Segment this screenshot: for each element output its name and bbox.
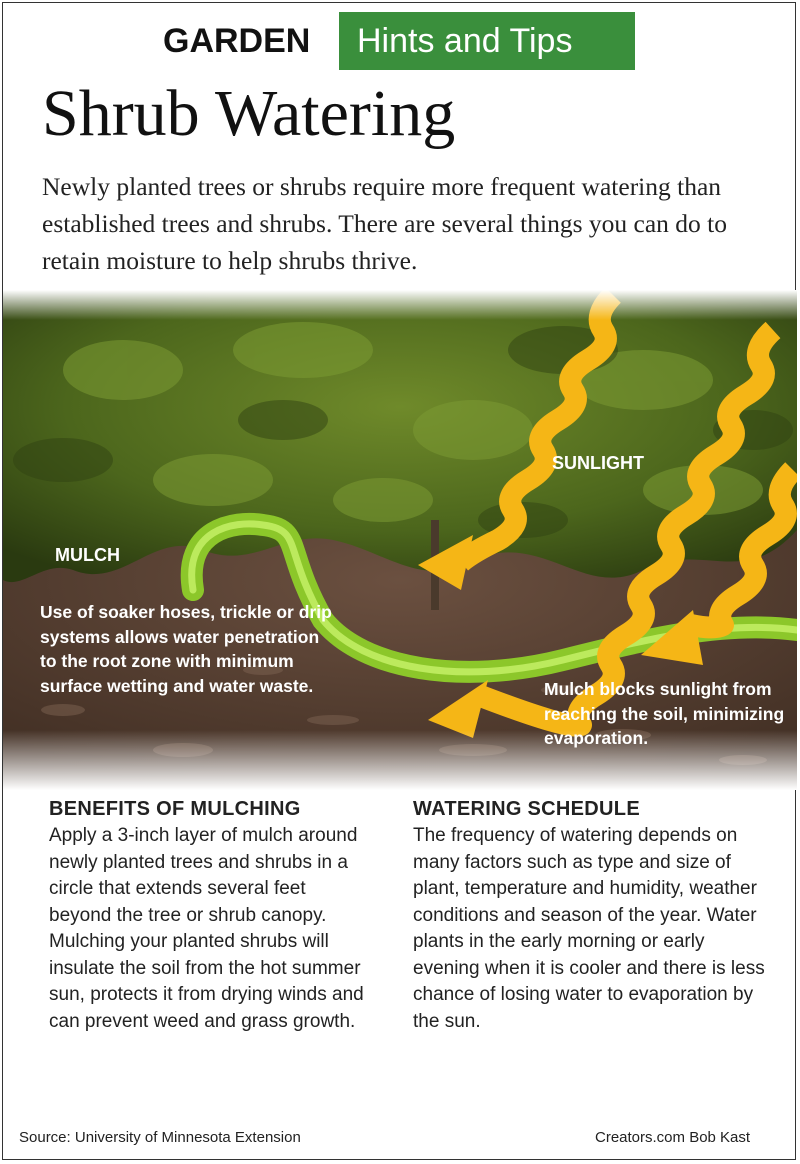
schedule-section <box>413 798 773 1035</box>
hose-caption: Use of soaker hoses, trickle or drip systems allows water penetration to the root zone with minimum surface wetting and water waste. <box>40 602 332 696</box>
mulch-label: MULCH <box>55 545 120 565</box>
artist-credit: Creators.com Bob Kast <box>595 1129 751 1146</box>
section-label: GARDEN <box>163 22 311 60</box>
schedule-heading: WATERING SCHEDULE <box>413 798 640 820</box>
banner <box>339 12 635 70</box>
benefits-paragraph-2: Mulching your planted shrubs will insulate the soil from the hot summer sun, protects it from drying winds and can prevent weed and grass growth. <box>49 931 364 1032</box>
intro-paragraph: Newly planted trees or shrubs require more frequent watering than established trees and shrubs. There are several things you can do to retain moisture to help shrubs thrive. <box>42 172 727 275</box>
header <box>0 8 800 68</box>
page-title: Shrub Watering <box>42 77 456 150</box>
benefits-section <box>49 798 369 1035</box>
sunlight-label: SUNLIGHT <box>552 453 644 473</box>
schedule-paragraph: The frequency of watering depends on many factors such as type and size of plant, temperature and humidity, weather conditions and season of the year. Water plants in the early morning or early evening when it is cooler and there is less chance of losing water to evaporation by the sun. <box>413 825 765 1032</box>
source-credit: Source: University of Minnesota Extension <box>19 1129 301 1146</box>
benefits-heading: BENEFITS OF MULCHING <box>49 798 301 820</box>
banner-text: Hints and Tips <box>357 22 573 60</box>
mulch-caption: Mulch blocks sunlight from reaching the soil, minimizing evaporation. <box>544 679 785 748</box>
benefits-paragraph-1: Apply a 3-inch layer of mulch around newly planted trees and shrubs in a circle that extends several feet beyond the tree or shrub canopy. <box>49 825 358 926</box>
